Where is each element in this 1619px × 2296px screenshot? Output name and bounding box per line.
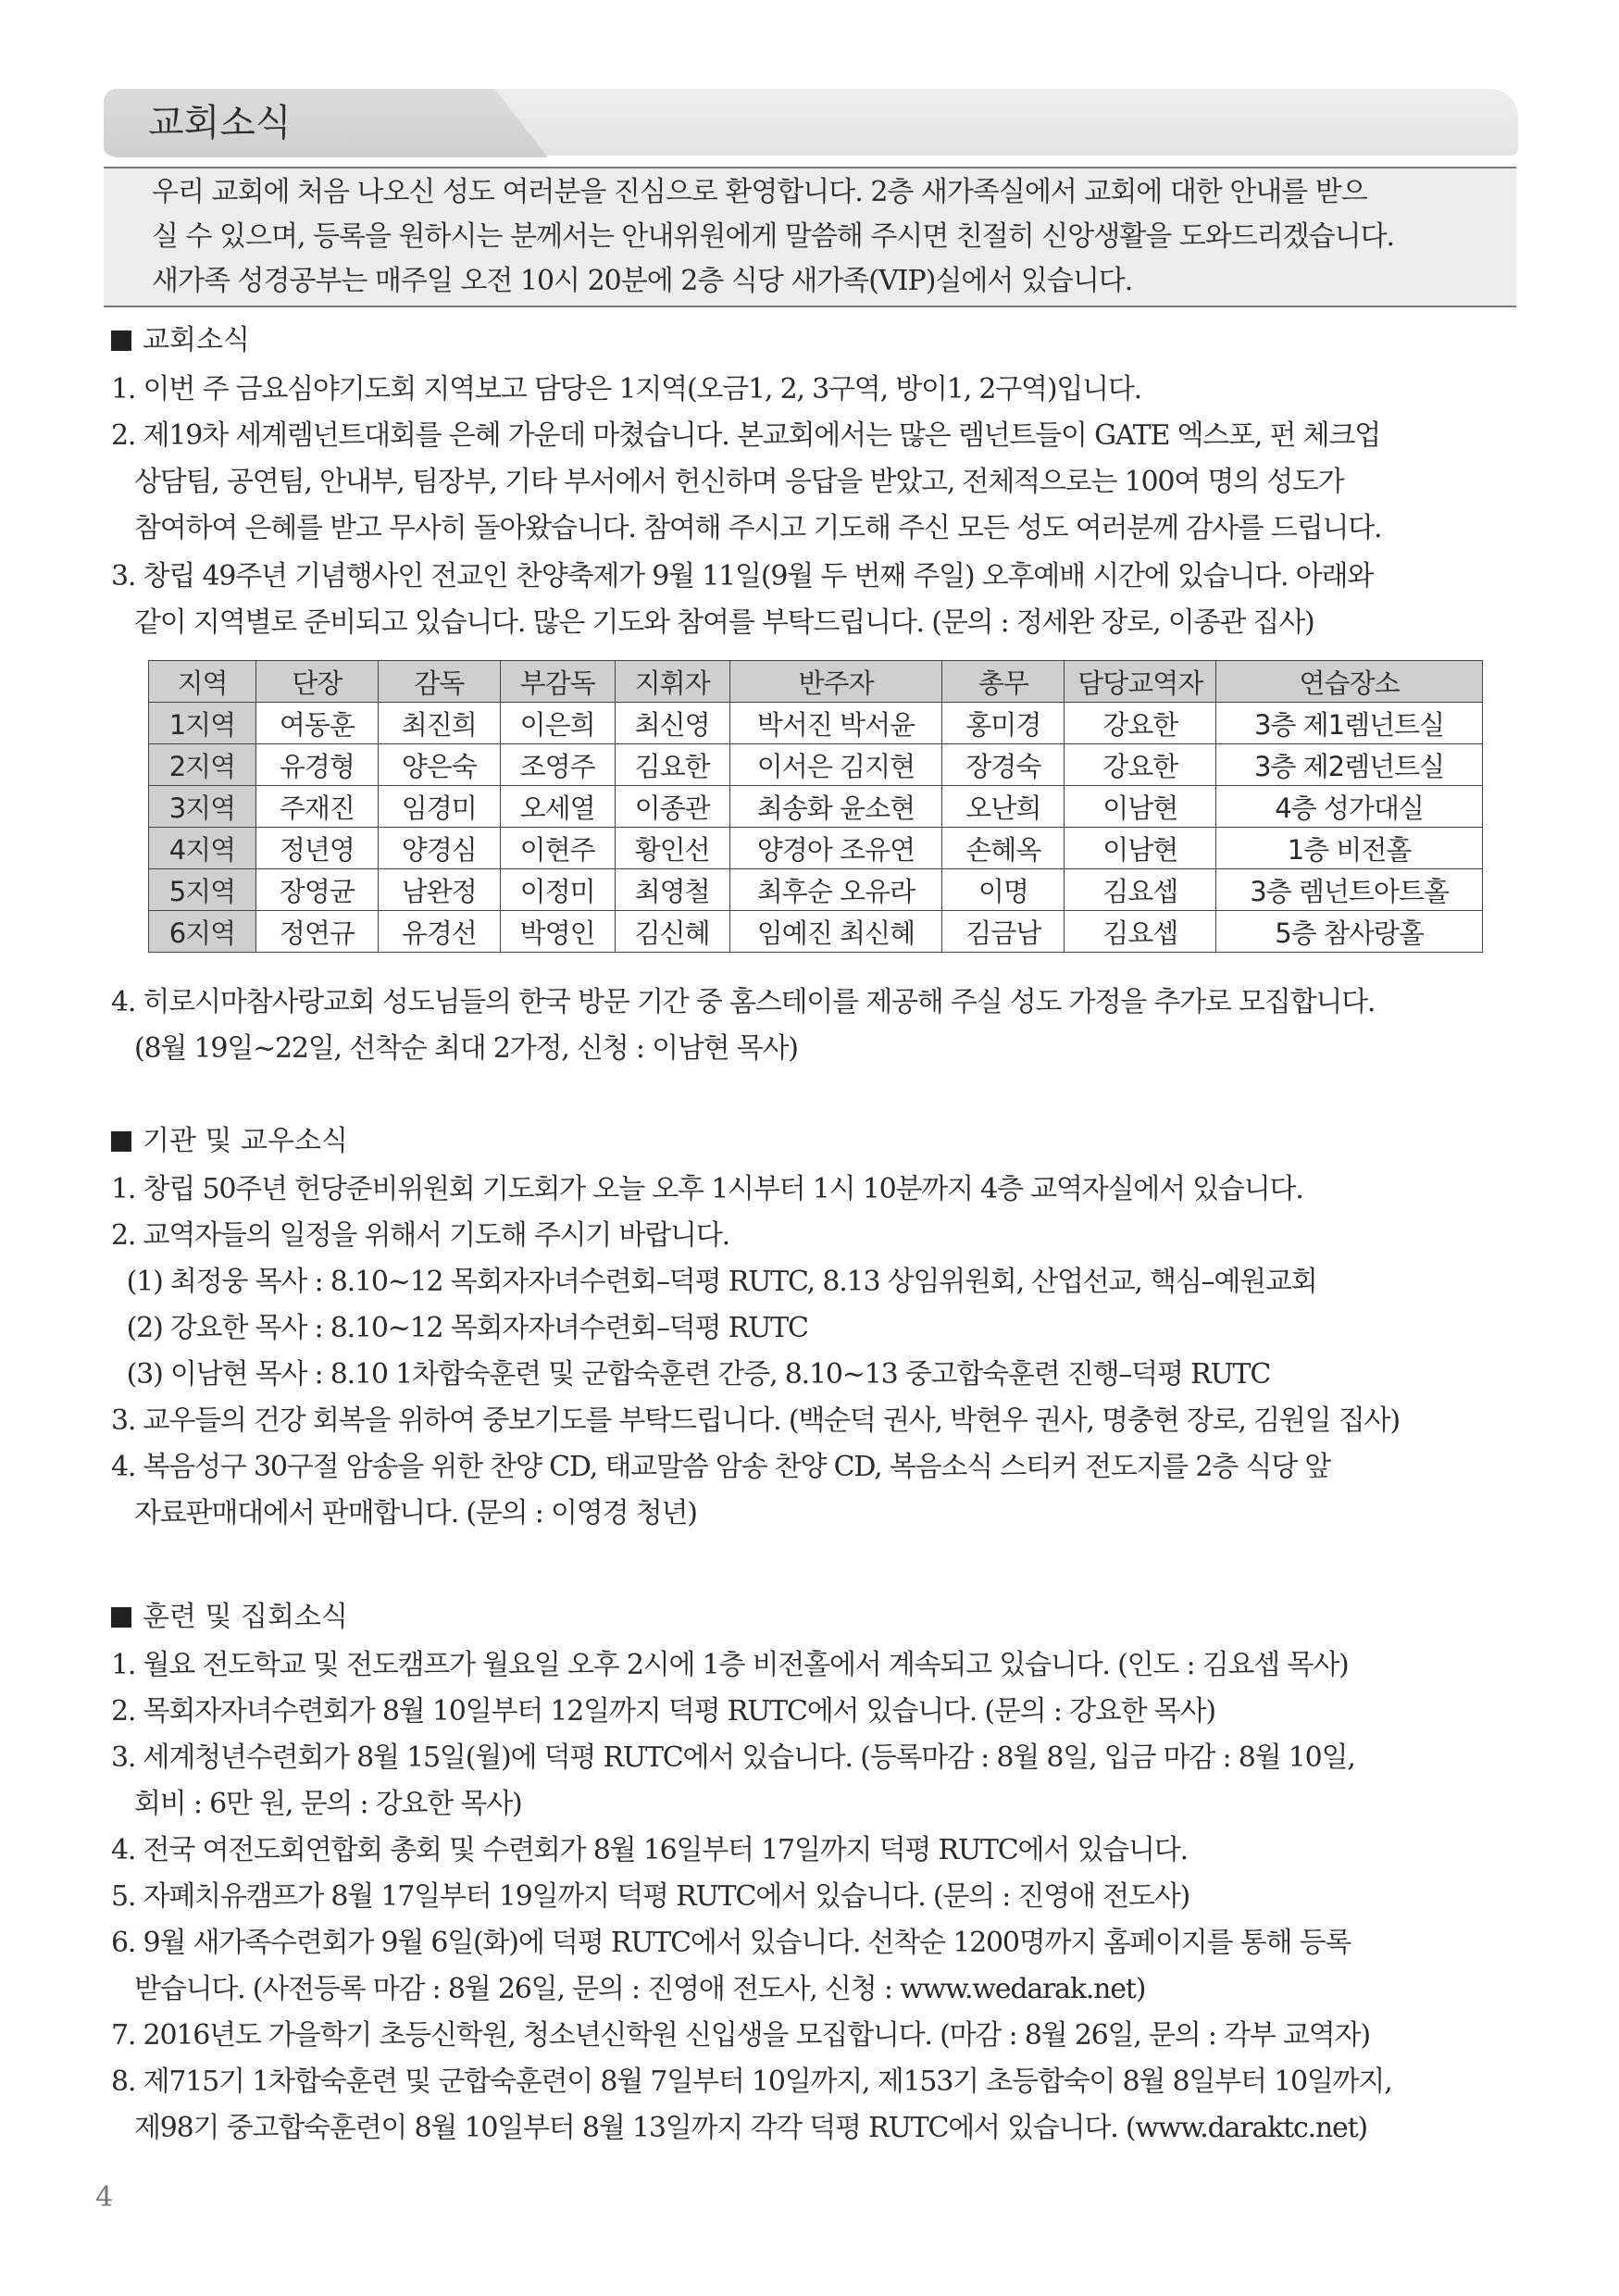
list-item: 7. 2016년도 가을학기 초등신학원, 청소년신학원 신입생을 모집합니다. (마감 : 8월 26일, 문의 : 각부 교역자)	[111, 2019, 1370, 2052]
column-header: 감독	[378, 661, 500, 703]
table-cell: 이종관	[615, 786, 729, 828]
table-cell: 최신영	[615, 703, 729, 744]
table-cell: 이명	[942, 869, 1065, 911]
table-header-row	[149, 661, 1483, 703]
news-item-1: 1. 이번 주 금요심야기도회 지역보고 담당은 1지역(오금1, 2, 3구역, 방이1, 2구역)입니다.	[111, 373, 1141, 406]
table-cell: 1층 비전홀	[1216, 828, 1483, 869]
table-cell: 최후순 오유라	[729, 869, 942, 911]
table-cell: 이서은 김지현	[729, 744, 942, 786]
list-item: 8. 제715기 1차합숙훈련 및 군합숙훈련이 8월 7일부터 10일까지, 제153기 초등합숙이 8월 8일부터 10일까지,	[111, 2065, 1392, 2098]
table-cell: 정년영	[255, 828, 378, 869]
list-item: 회비 : 6만 원, 문의 : 강요한 목사)	[111, 1788, 522, 1820]
table-cell: 김금남	[942, 911, 1065, 953]
section-heading-training-news: 훈련 및 집회소식	[111, 1598, 348, 1637]
table-cell: 장경숙	[942, 744, 1065, 786]
list-item: (1) 최정웅 목사 : 8.10~12 목회자자녀수련회–덕평 RUTC, 8.13 상임위원회, 산업선교, 핵심–예원교회	[111, 1266, 1317, 1298]
table-cell: 오난희	[942, 786, 1065, 828]
list-item: 4. 복음성구 30구절 암송을 위한 찬양 CD, 태교말씀 암송 찬양 CD, 복음소식 스티커 전도지를 2층 식당 앞	[111, 1451, 1331, 1483]
square-bullet-icon	[111, 1607, 131, 1628]
table-cell: 3층 렘넌트아트홀	[1216, 869, 1483, 911]
table-row	[149, 911, 1483, 953]
table-cell: 강요한	[1065, 744, 1216, 786]
table-cell: 김신혜	[615, 911, 729, 953]
list-item: 6. 9월 새가족수련회가 9월 6일(화)에 덕평 RUTC에서 있습니다. 선착순 1200명까지 홈페이지를 통해 등록	[111, 1927, 1351, 1959]
welcome-line: 실 수 있으며, 등록을 원하시는 분께서는 안내위원에게 말씀해 주시면 친절히 신앙생활을 도와드리겠습니다.	[152, 220, 1395, 253]
table-row	[149, 744, 1483, 786]
table-cell: 정연규	[255, 911, 378, 953]
table-cell: 2지역	[149, 744, 256, 786]
column-header: 반주자	[729, 661, 942, 703]
table-cell: 박영인	[500, 911, 615, 953]
table-row	[149, 828, 1483, 869]
table-cell: 양경아 조유연	[729, 828, 942, 869]
table-cell: 박서진 박서윤	[729, 703, 942, 744]
table-row	[149, 786, 1483, 828]
table-cell: 홍미경	[942, 703, 1065, 744]
table-cell: 이은희	[500, 703, 615, 744]
table-cell: 4층 성가대실	[1216, 786, 1483, 828]
list-item: 제98기 중고합숙훈련이 8월 10일부터 8월 13일까지 각각 덕평 RUTC에서 있습니다. (www.daraktc.net)	[111, 2112, 1367, 2144]
list-item: 3. 세계청년수련회가 8월 15일(월)에 덕평 RUTC에서 있습니다. (등록마감 : 8월 8일, 입금 마감 : 8월 10일,	[111, 1741, 1355, 1774]
welcome-line: 새가족 성경공부는 매주일 오전 10시 20분에 2층 식당 새가족(VIP)실에서 있습니다.	[152, 265, 1133, 297]
table-cell: 손혜옥	[942, 828, 1065, 869]
table-cell: 양경심	[378, 828, 500, 869]
column-header: 지역	[149, 661, 256, 703]
table-cell: 남완정	[378, 869, 500, 911]
table-cell: 최영철	[615, 869, 729, 911]
table-cell: 여동훈	[255, 703, 378, 744]
table-cell: 4지역	[149, 828, 256, 869]
list-item: (3) 이남현 목사 : 8.10 1차합숙훈련 및 군합숙훈련 간증, 8.10~13 중고합숙훈련 진행–덕평 RUTC	[111, 1358, 1271, 1391]
table-cell: 김요셉	[1065, 911, 1216, 953]
table-cell: 김요한	[615, 744, 729, 786]
table-row	[149, 703, 1483, 744]
table-cell: 임예진 최신혜	[729, 911, 942, 953]
list-item: 1. 창립 50주년 헌당준비위원회 기도회가 오늘 오후 1시부터 1시 10분까지 4층 교역자실에서 있습니다.	[111, 1173, 1303, 1205]
table-cell: 김요셉	[1065, 869, 1216, 911]
table-cell: 1지역	[149, 703, 256, 744]
list-item: 자료판매대에서 판매합니다. (문의 : 이영경 청년)	[111, 1497, 697, 1529]
table-cell: 유경형	[255, 744, 378, 786]
table-cell: 이남현	[1065, 786, 1216, 828]
table-cell: 주재진	[255, 786, 378, 828]
table-cell: 황인선	[615, 828, 729, 869]
list-item: 1. 월요 전도학교 및 전도캠프가 월요일 오후 2시에 1층 비전홀에서 계속되고 있습니다. (인도 : 김요셉 목사)	[111, 1649, 1349, 1681]
list-item: 5. 자폐치유캠프가 8월 17일부터 19일까지 덕평 RUTC에서 있습니다. (문의 : 진영애 전도사)	[111, 1880, 1190, 1913]
table-cell: 양은숙	[378, 744, 500, 786]
training-news-list	[111, 1642, 1509, 2152]
list-item: 3. 교우들의 건강 회복을 위하여 중보기도를 부탁드립니다. (백순덕 권사, 박현우 권사, 명충현 장로, 김원일 집사)	[111, 1404, 1400, 1437]
column-header: 부감독	[500, 661, 615, 703]
table-cell: 이정미	[500, 869, 615, 911]
page-title: 교회소식	[148, 102, 292, 144]
section-heading-church-news: 교회소식	[111, 321, 250, 360]
table-cell: 이남현	[1065, 828, 1216, 869]
square-bullet-icon	[111, 331, 131, 351]
list-item: 2. 목회자자녀수련회가 8월 10일부터 12일까지 덕평 RUTC에서 있습니다. (문의 : 강요한 목사)	[111, 1695, 1215, 1728]
table-cell: 강요한	[1065, 703, 1216, 744]
news-item-2: 2. 제19차 세계렘넌트대회를 은혜 가운데 마쳤습니다. 본교회에서는 많은 렘넌트들이 GATE 엑스포, 펀 체크업 상담팀, 공연팀, 안내부, 팀장부, 기타 부서에서 헌신하며 응답을 받았고, 전체적으로는 100여 명의 성도가 참여하여 은혜를 받고 무사히 돌아왔습니다. 참여해 주시고 기도해 주신 모든 성도 여러분께 감사를 드립니다.	[111, 419, 1382, 544]
list-item: 2. 교역자들의 일정을 위해서 기도해 주시기 바랍니다.	[111, 1219, 729, 1252]
table-cell: 조영주	[500, 744, 615, 786]
table-cell: 유경선	[378, 911, 500, 953]
table-cell: 오세열	[500, 786, 615, 828]
table-cell: 3층 제1렘넌트실	[1216, 703, 1483, 744]
news-item-4: 4. 히로시마참사랑교회 성도님들의 한국 방문 기간 중 홈스테이를 제공해 주실 성도 가정을 추가로 모집합니다. (8월 19일~22일, 선착순 최대 2가정, 신청 : 이남현 목사)	[111, 986, 1376, 1065]
column-header: 총무	[942, 661, 1065, 703]
table-cell: 최진희	[378, 703, 500, 744]
news-item-3: 3. 창립 49주년 기념행사인 전교인 찬양축제가 9월 11일(9월 두 번째 주일) 오후예배 시간에 있습니다. 아래와 같이 지역별로 준비되고 있습니다. 많은 기도와 참여를 부탁드립니다. (문의 : 정세완 장로, 이종관 집사)	[111, 560, 1374, 639]
table-cell: 3지역	[149, 786, 256, 828]
column-header: 단장	[255, 661, 378, 703]
table-cell: 3층 제2렘넌트실	[1216, 744, 1483, 786]
table-cell: 최송화 윤소현	[729, 786, 942, 828]
table-cell: 5지역	[149, 869, 256, 911]
member-news-list	[111, 1167, 1509, 1537]
welcome-box	[104, 167, 1516, 307]
column-header: 연습장소	[1216, 661, 1483, 703]
welcome-text	[152, 170, 1503, 304]
list-item: 받습니다. (사전등록 마감 : 8월 26일, 문의 : 진영애 전도사, 신청 : www.wedarak.net)	[111, 1973, 1146, 2005]
column-header: 담당교역자	[1065, 661, 1216, 703]
square-bullet-icon	[111, 1131, 131, 1152]
section-heading-member-news: 기관 및 교우소식	[111, 1122, 348, 1161]
table-cell: 5층 참사랑홀	[1216, 911, 1483, 953]
table-cell: 이현주	[500, 828, 615, 869]
list-item: (2) 강요한 목사 : 8.10~12 목회자자녀수련회–덕평 RUTC	[111, 1312, 808, 1344]
table-cell: 임경미	[378, 786, 500, 828]
welcome-line: 우리 교회에 처음 나오신 성도 여러분을 진심으로 환영합니다. 2층 새가족실에서 교회에 대한 안내를 받으	[152, 176, 1367, 208]
region-practice-table	[148, 660, 1483, 953]
table-row	[149, 869, 1483, 911]
list-item: 4. 전국 여전도회연합회 총회 및 수련회가 8월 16일부터 17일까지 덕평 RUTC에서 있습니다.	[111, 1834, 1188, 1866]
table-cell: 장영균	[255, 869, 378, 911]
page-number: 4	[95, 2181, 114, 2214]
table-cell: 6지역	[149, 911, 256, 953]
column-header: 지휘자	[615, 661, 729, 703]
